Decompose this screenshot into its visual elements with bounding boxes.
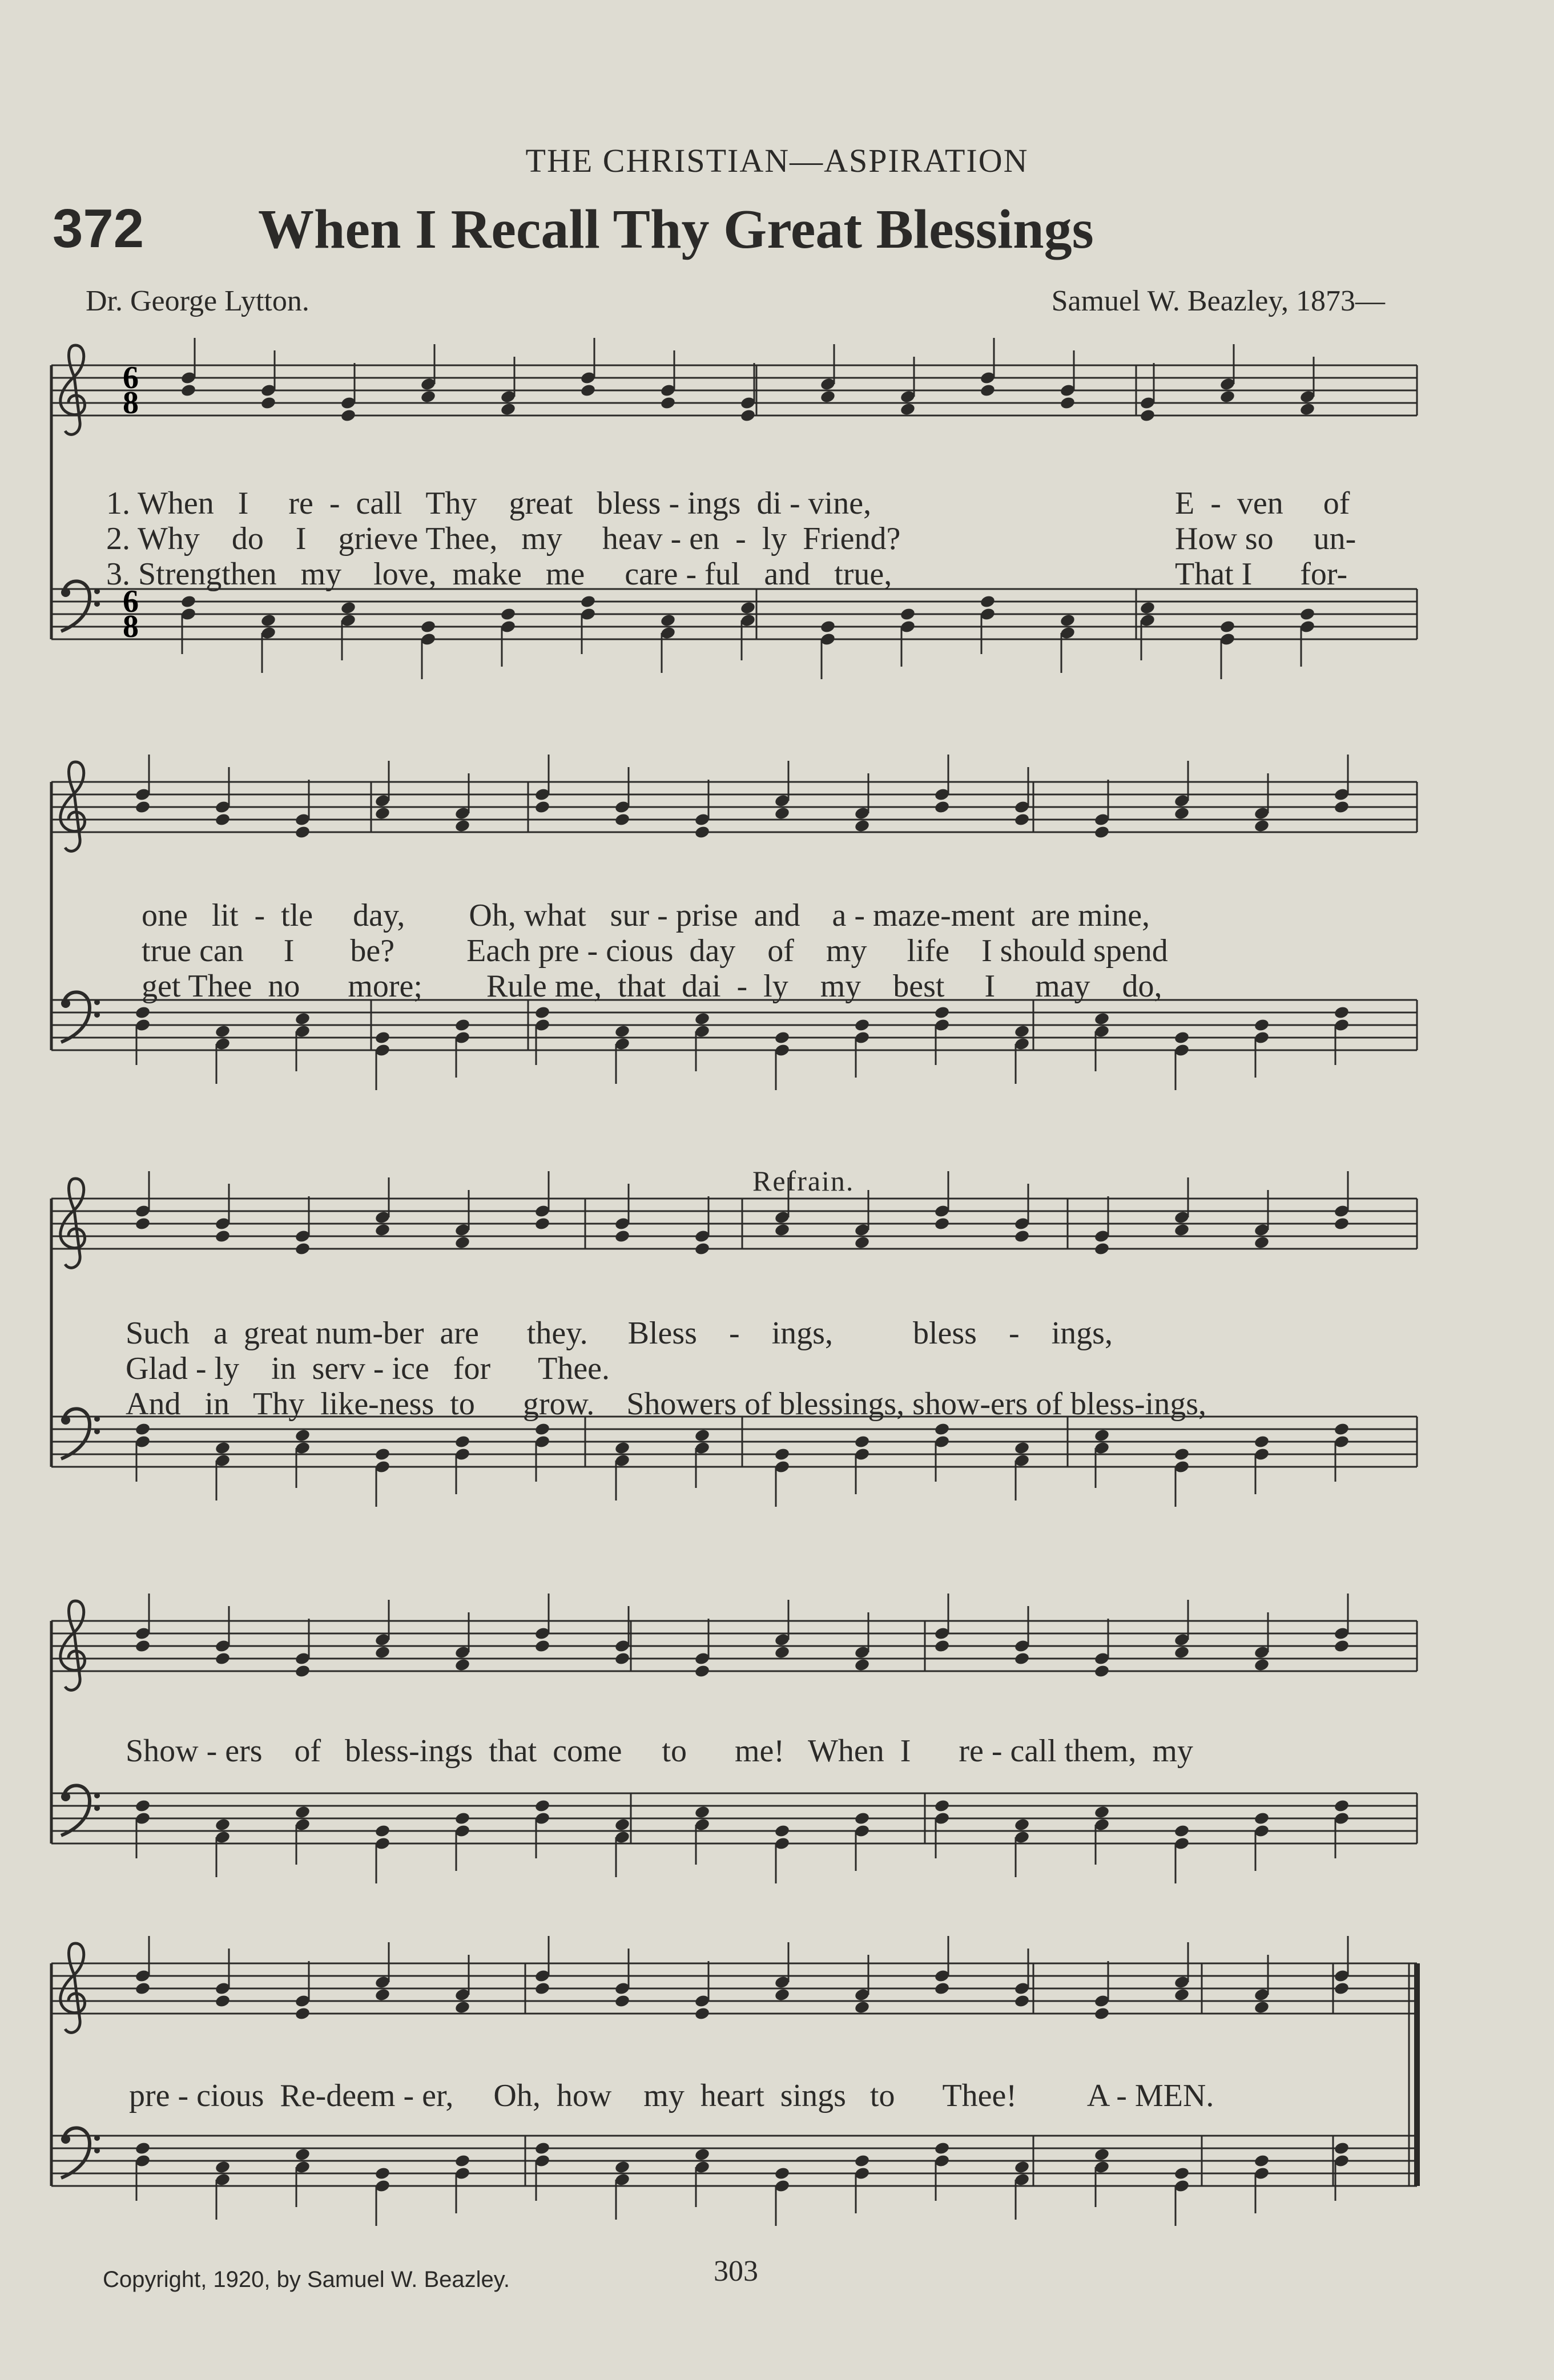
- lyric-line-1-1-end: E - ven of: [1175, 486, 1350, 521]
- lyric-line-3-1: Such a great num-ber are they. Bless - ings, bless - ings,: [126, 1316, 1113, 1351]
- time-signature-digit: 8: [123, 609, 139, 644]
- page-number: 303: [714, 2255, 758, 2288]
- lyric-line-2-3: get Thee no more; Rule me, that dai - ly my best I may do,: [142, 969, 1162, 1004]
- composer-credit: Samuel W. Beazley, 1873—: [1051, 285, 1385, 317]
- time-signature-digit: 6: [123, 584, 139, 619]
- refrain-label: Refrain.: [752, 1165, 855, 1197]
- lyric-line-2-1: one lit - tle day, Oh, what sur - prise and a - maze-ment are mine,: [142, 898, 1150, 933]
- time-signature-digit: 8: [123, 385, 139, 421]
- lyric-line-3-3: And in Thy like-ness to grow. Showers of blessings, show-ers of bless-ings,: [126, 1386, 1206, 1422]
- time-signature-digit: 6: [123, 360, 139, 396]
- hymn-title: When I Recall Thy Great Blessings: [258, 199, 1094, 260]
- lyric-line-1-1: 1. When I re - call Thy great bless - ings di - vine,: [106, 486, 872, 521]
- lyric-line-1-3-end: That I for-: [1175, 556, 1348, 592]
- lyric-line-4-1: Show - ers of bless-ings that come to me! When I re - call them, my: [126, 1733, 1193, 1769]
- section-header: THE CHRISTIAN—ASPIRATION: [525, 142, 1029, 179]
- lyric-line-3-2: Glad - ly in serv - ice for Thee.: [126, 1351, 610, 1386]
- lyric-line-1-3: 3. Strengthen my love, make me care - ful and true,: [106, 556, 892, 592]
- lyric-line-1-2-end: How so un-: [1175, 521, 1356, 556]
- lyric-line-2-2: true can I be? Each pre - cious day of my life I should spend: [142, 933, 1168, 969]
- lyric-line-5-1: pre - cious Re-deem - er, Oh, how my heart sings to Thee! A - MEN.: [129, 2078, 1214, 2113]
- hymn-number: 372: [53, 198, 144, 259]
- lyric-line-1-2: 2. Why do I grieve Thee, my heav - en - ly Friend?: [106, 521, 901, 556]
- lyricist-credit: Dr. George Lytton.: [86, 285, 309, 317]
- copyright-notice: Copyright, 1920, by Samuel W. Beazley.: [103, 2267, 510, 2292]
